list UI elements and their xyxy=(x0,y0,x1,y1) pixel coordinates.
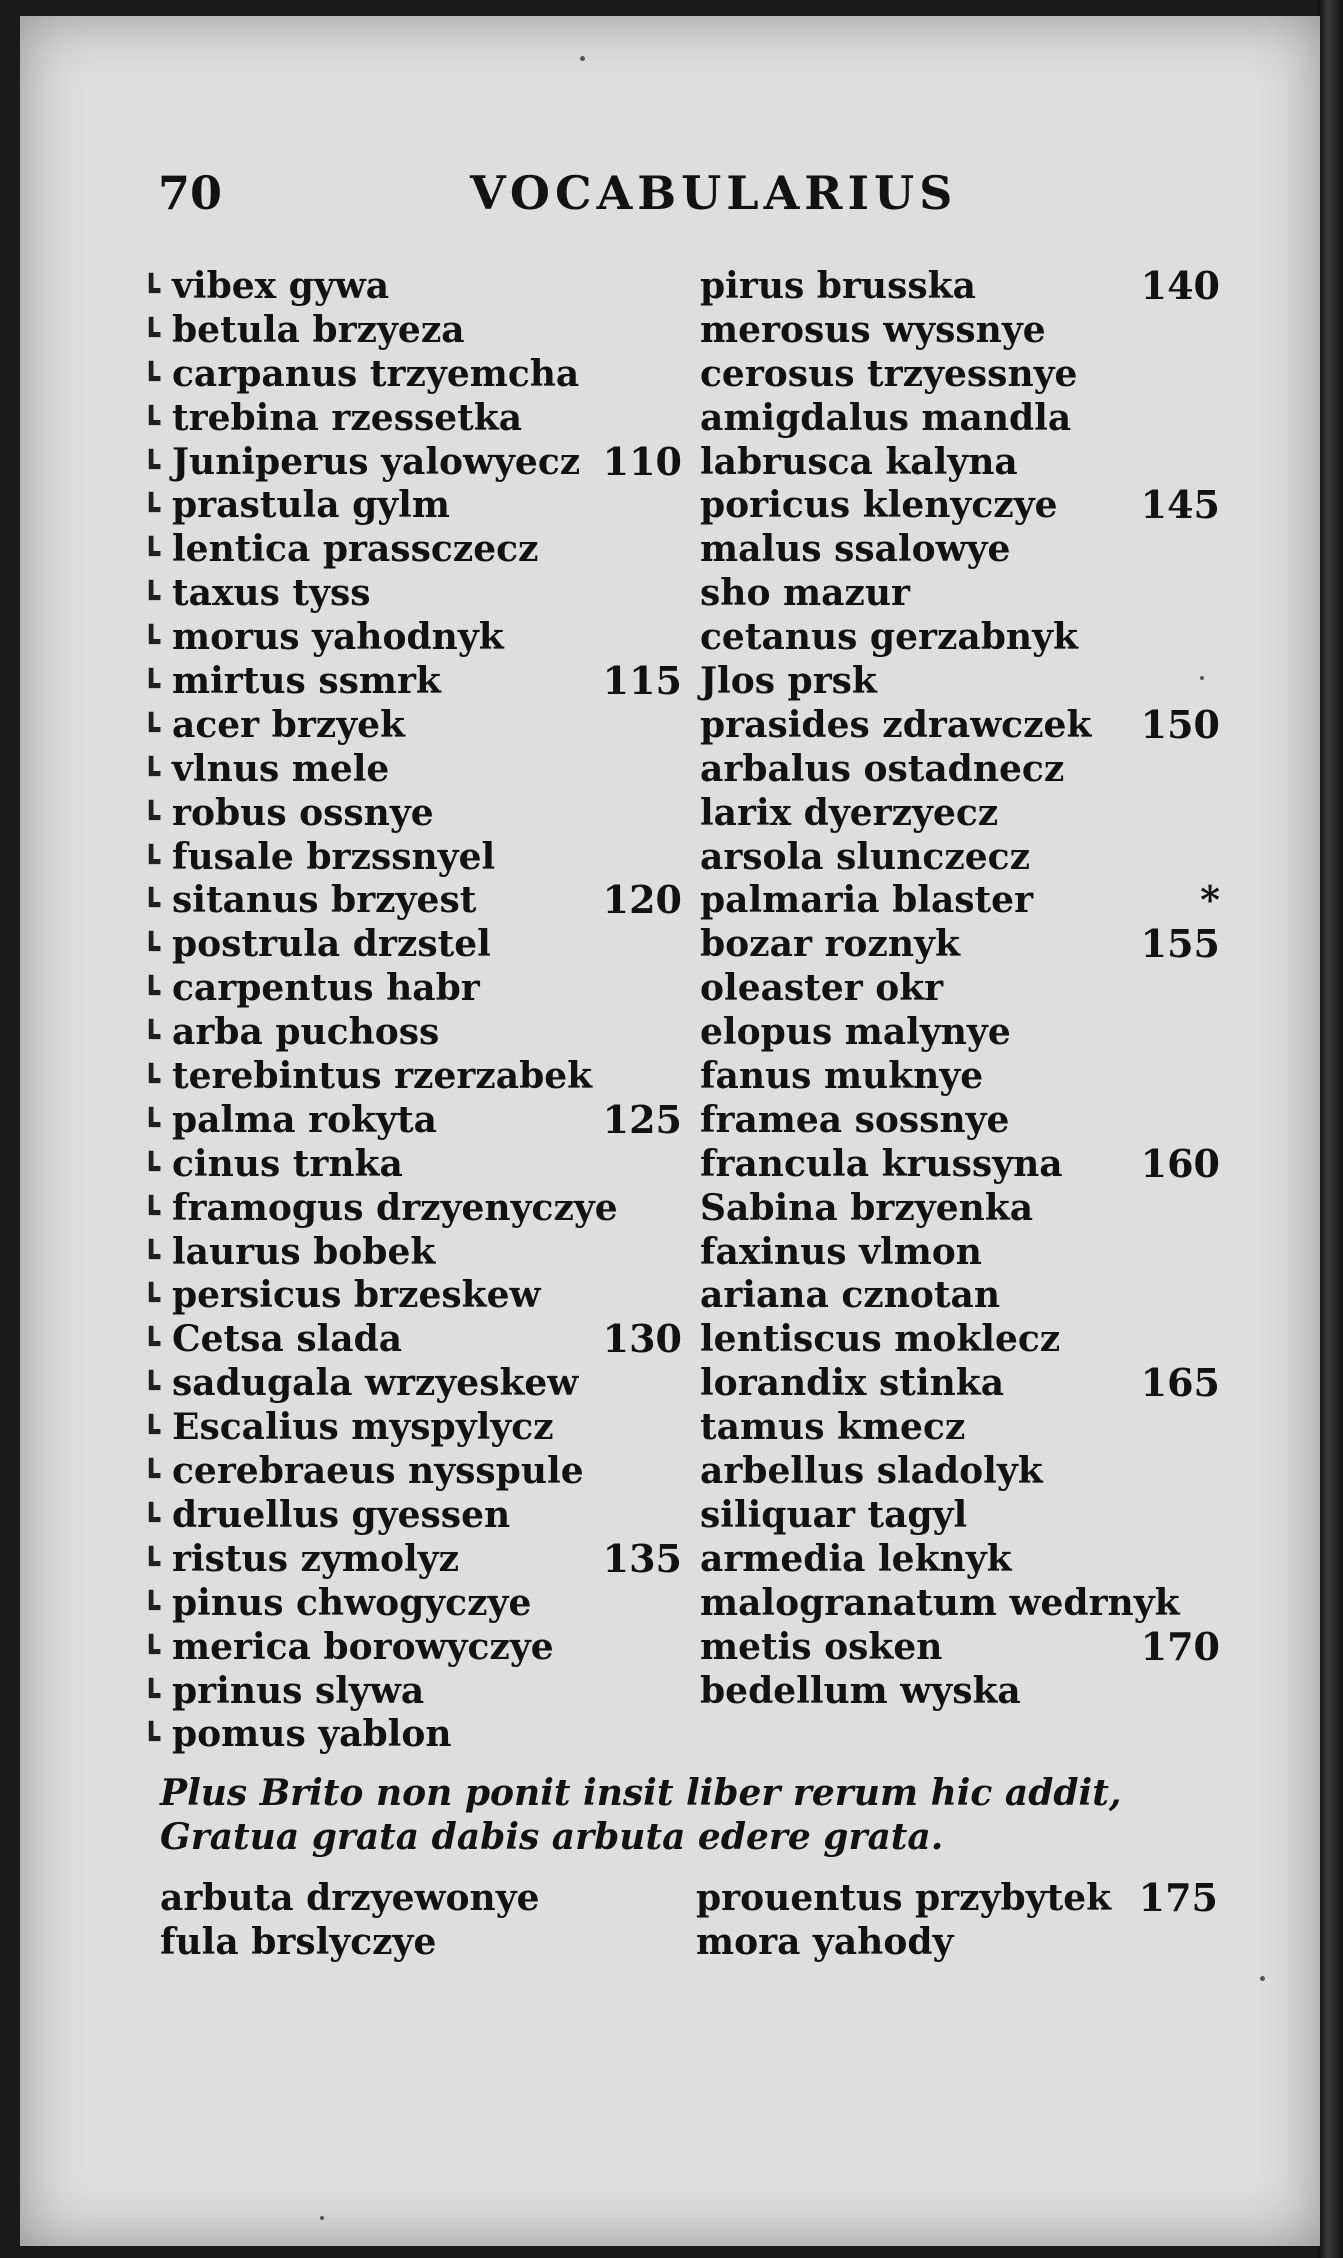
page-number: 70 xyxy=(158,166,223,220)
entry-term: laurus bobek xyxy=(172,1230,436,1273)
vocabulary-entry xyxy=(142,835,682,880)
entry-number: 165 xyxy=(1140,1360,1220,1406)
vocabulary-entry xyxy=(142,877,682,924)
entry-term: mora yahody xyxy=(696,1920,954,1963)
entry-term: cerosus trzyessnye xyxy=(700,352,1078,395)
entry-number: 175 xyxy=(1138,1875,1218,1920)
paper-speck xyxy=(1200,676,1204,680)
vocabulary-entry xyxy=(160,1876,680,1920)
entry-term: Jlos prsk xyxy=(700,660,877,703)
margin-mark-icon: ┗ xyxy=(142,625,161,661)
margin-mark-icon: ┗ xyxy=(142,274,161,309)
margin-mark-icon: ┗ xyxy=(142,1459,161,1495)
vocabulary-entry xyxy=(142,527,682,573)
entry-term: druellus gyessen xyxy=(172,1493,511,1536)
vocabulary-entry xyxy=(700,615,1220,659)
vocabulary-entry xyxy=(142,1186,682,1231)
entry-number: 170 xyxy=(1140,1623,1220,1669)
vocabulary-entry xyxy=(142,1096,682,1143)
paper-speck xyxy=(1260,1976,1265,1981)
vocabulary-entry xyxy=(142,1361,682,1407)
margin-mark-icon: ┗ xyxy=(142,1590,161,1626)
entry-term: acer brzyek xyxy=(172,703,405,746)
left-column xyxy=(142,264,682,1758)
vocabulary-entry xyxy=(142,1625,682,1670)
vocabulary-entry xyxy=(142,396,682,441)
entry-term: framea sossnye xyxy=(700,1098,1010,1141)
vocabulary-entry xyxy=(700,1010,1220,1054)
margin-mark-icon: ┗ xyxy=(142,405,161,441)
entry-term: carpanus trzyemcha xyxy=(172,352,580,395)
margin-mark-icon: ┗ xyxy=(142,1151,161,1187)
vocabulary-entry xyxy=(700,1669,1220,1713)
vocabulary-entry xyxy=(696,1920,1218,1964)
vocabulary-entry xyxy=(142,1449,682,1495)
entry-term: merica borowyczye xyxy=(172,1625,554,1668)
vocabulary-entry xyxy=(700,659,1220,703)
paper-speck xyxy=(580,56,585,61)
margin-mark-icon: ┗ xyxy=(142,1107,161,1143)
entry-term: carpentus habr xyxy=(172,967,480,1010)
entry-term: palma rokyta xyxy=(172,1098,437,1141)
entry-term: poricus klenyczye xyxy=(700,484,1058,527)
vocabulary-entry xyxy=(142,1712,682,1758)
vocabulary-entry xyxy=(142,352,682,397)
margin-mark-icon: ┗ xyxy=(142,1502,161,1538)
entry-term: merosus wyssnye xyxy=(700,308,1046,351)
entry-term: vibex gywa xyxy=(172,265,390,307)
vocabulary-entry xyxy=(142,966,682,1012)
entry-term: siliquar tagyl xyxy=(700,1493,968,1536)
vocabulary-entry xyxy=(142,1405,682,1451)
entry-number: 155 xyxy=(1140,921,1220,967)
entry-number: 130 xyxy=(602,1316,682,1362)
margin-mark-icon: ┗ xyxy=(142,888,161,924)
vocabulary-entry xyxy=(142,922,682,968)
vocabulary-entry xyxy=(700,527,1220,571)
margin-mark-icon: ┗ xyxy=(142,1327,161,1363)
vocabulary-entry xyxy=(700,352,1220,396)
margin-mark-icon: ┗ xyxy=(142,1283,161,1319)
vocabulary-entry xyxy=(700,1317,1220,1361)
vocabulary-entry xyxy=(142,1142,682,1187)
entry-term: arba puchoss xyxy=(172,1011,440,1054)
margin-mark-icon: ┗ xyxy=(142,449,161,485)
page-header xyxy=(20,166,1320,236)
vocabulary-entry xyxy=(700,1449,1220,1493)
entry-number: 150 xyxy=(1140,701,1220,747)
entry-term: elopus malynye xyxy=(700,1011,1011,1054)
margin-mark-icon: ┗ xyxy=(142,1195,161,1231)
entry-term: arsola slunczecz xyxy=(700,835,1031,878)
vocabulary-entry xyxy=(142,1054,682,1100)
entry-term: pomus yablon xyxy=(172,1713,452,1756)
entry-term: faxinus vlmon xyxy=(700,1230,982,1273)
entry-term: lorandix stinka xyxy=(700,1362,1005,1405)
entry-term: Juniperus yalowyecz xyxy=(172,440,581,483)
margin-mark-icon: ┗ xyxy=(142,976,161,1012)
vocabulary-entry xyxy=(700,1493,1220,1537)
entry-term: trebina rzessetka xyxy=(172,396,523,439)
margin-mark-icon: ┗ xyxy=(142,1722,161,1758)
entry-term: francula krussyna xyxy=(700,1142,1063,1185)
vocabulary-entry xyxy=(142,1535,682,1582)
vocabulary-entry xyxy=(700,1537,1220,1581)
entry-term: amigdalus mandla xyxy=(700,396,1072,439)
vocabulary-entry xyxy=(700,703,1220,747)
vocabulary-entry xyxy=(700,1361,1220,1405)
vocabulary-entry xyxy=(142,571,682,617)
entry-term: labrusca kalyna xyxy=(700,440,1018,483)
margin-mark-icon: ┗ xyxy=(142,1634,161,1670)
vocabulary-entry xyxy=(142,308,682,353)
entry-number: 115 xyxy=(602,658,682,704)
margin-mark-icon: ┗ xyxy=(142,1546,161,1582)
vocabulary-entry xyxy=(700,308,1220,352)
entry-term: sadugala wrzyeskew xyxy=(172,1362,579,1405)
vocabulary-entry xyxy=(700,1186,1220,1230)
margin-mark-icon: ┗ xyxy=(142,932,161,968)
entry-number: 160 xyxy=(1140,1140,1220,1186)
vocabulary-entry xyxy=(700,878,1220,922)
vocabulary-entry xyxy=(700,440,1220,484)
vocabulary-entry xyxy=(700,922,1220,966)
vocabulary-entry xyxy=(700,396,1220,440)
vocabulary-entry xyxy=(142,791,682,836)
vocabulary-entry xyxy=(700,483,1220,527)
vocabulary-entry xyxy=(142,264,682,309)
entry-term: betula brzyeza xyxy=(172,308,465,351)
margin-mark-icon: ┗ xyxy=(142,317,161,353)
vocabulary-entry xyxy=(700,1098,1220,1142)
vocabulary-entry xyxy=(142,1581,682,1626)
entry-term: bedellum wyska xyxy=(700,1669,1021,1712)
entry-number: 120 xyxy=(602,877,682,923)
margin-mark-icon: ┗ xyxy=(142,1239,161,1275)
paper-speck xyxy=(320,2216,324,2220)
margin-mark-icon: ┗ xyxy=(142,669,161,705)
entry-number: 110 xyxy=(602,438,682,484)
margin-mark-icon: ┗ xyxy=(142,361,161,397)
entry-term: fanus muknye xyxy=(700,1055,984,1098)
footer-right-column xyxy=(696,1876,1218,1964)
vocabulary-entry xyxy=(142,1273,682,1319)
vocabulary-entry xyxy=(142,747,682,792)
entry-term: ariana cznotan xyxy=(700,1274,1001,1317)
vocabulary-entry xyxy=(700,791,1220,835)
entry-term: fusale brzssnyel xyxy=(172,835,496,878)
vocabulary-entry xyxy=(696,1876,1218,1920)
entry-term: morus yahodnyk xyxy=(172,616,504,659)
entry-term: metis osken xyxy=(700,1625,943,1668)
entry-term: palmaria blaster xyxy=(700,879,1034,922)
margin-mark-icon: ┗ xyxy=(142,581,161,617)
entry-term: fula brslyczye xyxy=(160,1920,437,1963)
entry-term: cetanus gerzabnyk xyxy=(700,616,1078,659)
entry-term: pinus chwogyczye xyxy=(172,1581,532,1624)
vocabulary-entry xyxy=(142,1316,682,1363)
vocabulary-entry xyxy=(142,483,682,529)
vocabulary-entry xyxy=(142,658,682,705)
entry-term: prouentus przybytek xyxy=(696,1877,1112,1919)
vocabulary-entry xyxy=(700,1054,1220,1098)
vocabulary-entry xyxy=(142,1230,682,1275)
vocabulary-entry xyxy=(700,1625,1220,1669)
entry-term: Escalius myspylycz xyxy=(172,1406,554,1449)
margin-mark-icon: ┗ xyxy=(142,1371,161,1407)
entry-term: tamus kmecz xyxy=(700,1406,966,1449)
vocabulary-entry xyxy=(700,835,1220,879)
entry-term: Sabina brzyenka xyxy=(700,1186,1034,1229)
entry-term: framogus drzyenyczye xyxy=(172,1186,618,1229)
entry-term: Cetsa slada xyxy=(172,1318,403,1361)
verse-line-1: Plus Brito non ponit insit liber rerum hic addit, xyxy=(160,1772,1122,1814)
vocabulary-entry xyxy=(142,1493,682,1538)
entry-term: larix dyerzyecz xyxy=(700,791,999,834)
margin-mark-icon: ┗ xyxy=(142,844,161,880)
entry-term: armedia leknyk xyxy=(700,1537,1012,1580)
entry-term: malogranatum wedrnyk xyxy=(700,1581,1180,1624)
vocabulary-entry xyxy=(700,966,1220,1010)
margin-mark-icon: ┗ xyxy=(142,756,161,792)
vocabulary-entry xyxy=(142,1669,682,1714)
margin-mark-icon: ┗ xyxy=(142,1064,161,1100)
running-title: VOCABULARIUS xyxy=(470,166,958,220)
entry-term: sho mazur xyxy=(700,572,910,615)
entry-number: 145 xyxy=(1140,482,1220,528)
entry-term: mirtus ssmrk xyxy=(172,660,441,703)
vocabulary-entry xyxy=(142,1010,682,1056)
entry-term: arbellus sladolyk xyxy=(700,1450,1043,1493)
margin-mark-icon: ┗ xyxy=(142,537,161,573)
book-spine-edge xyxy=(1318,0,1343,2258)
margin-mark-icon: ┗ xyxy=(142,712,161,748)
margin-mark-icon: ┗ xyxy=(142,800,161,836)
entry-term: prasides zdrawczek xyxy=(700,703,1092,746)
entry-term: arbalus ostadnecz xyxy=(700,747,1065,790)
vocabulary-entry xyxy=(700,747,1220,791)
entry-term: taxus tyss xyxy=(172,572,371,615)
entry-term: malus ssalowye xyxy=(700,528,1011,571)
margin-mark-icon: ┗ xyxy=(142,1678,161,1714)
entry-term: bozar roznyk xyxy=(700,923,960,966)
footer-left-column xyxy=(160,1876,680,1964)
entry-term: postrula drzstel xyxy=(172,923,491,966)
margin-mark-icon: ┗ xyxy=(142,493,161,529)
vocabulary-entry xyxy=(700,571,1220,615)
entry-term: vlnus mele xyxy=(172,747,390,790)
entry-number: 125 xyxy=(602,1096,682,1142)
vocabulary-entry xyxy=(700,1273,1220,1317)
vocabulary-entry xyxy=(142,703,682,748)
entry-term: oleaster okr xyxy=(700,967,944,1010)
entry-term: arbuta drzyewonye xyxy=(160,1877,540,1919)
entry-term: lentiscus moklecz xyxy=(700,1318,1061,1361)
book-page xyxy=(20,16,1320,2246)
verse-line-2: Gratua grata dabis arbuta edere grata. xyxy=(160,1816,944,1858)
entry-term: terebintus rzerzabek xyxy=(172,1055,593,1098)
entry-term: persicus brzeskew xyxy=(172,1274,541,1317)
margin-mark-icon: ┗ xyxy=(142,1415,161,1451)
entry-term: prastula gylm xyxy=(172,484,450,527)
entry-number: * xyxy=(1200,877,1220,923)
entry-term: ristus zymolyz xyxy=(172,1537,460,1580)
entry-number: 140 xyxy=(1140,263,1220,308)
entry-term: prinus slywa xyxy=(172,1669,425,1712)
entry-term: pirus brusska xyxy=(700,265,976,307)
entry-term: lentica prassczecz xyxy=(172,528,539,571)
entry-term: sitanus brzyest xyxy=(172,879,477,922)
vocabulary-entry xyxy=(142,438,682,485)
entry-number: 135 xyxy=(602,1535,682,1581)
vocabulary-entry xyxy=(700,1230,1220,1274)
vocabulary-entry xyxy=(700,264,1220,308)
vocabulary-entry xyxy=(700,1405,1220,1449)
entry-term: cinus trnka xyxy=(172,1142,403,1185)
vocabulary-entry xyxy=(142,615,682,661)
entry-term: robus ossnye xyxy=(172,791,434,834)
vocabulary-entry xyxy=(700,1581,1220,1625)
right-column xyxy=(700,264,1220,1712)
vocabulary-entry xyxy=(160,1920,680,1964)
entry-term: cerebraeus nysspule xyxy=(172,1450,584,1493)
margin-mark-icon: ┗ xyxy=(142,1020,161,1056)
vocabulary-entry xyxy=(700,1142,1220,1186)
